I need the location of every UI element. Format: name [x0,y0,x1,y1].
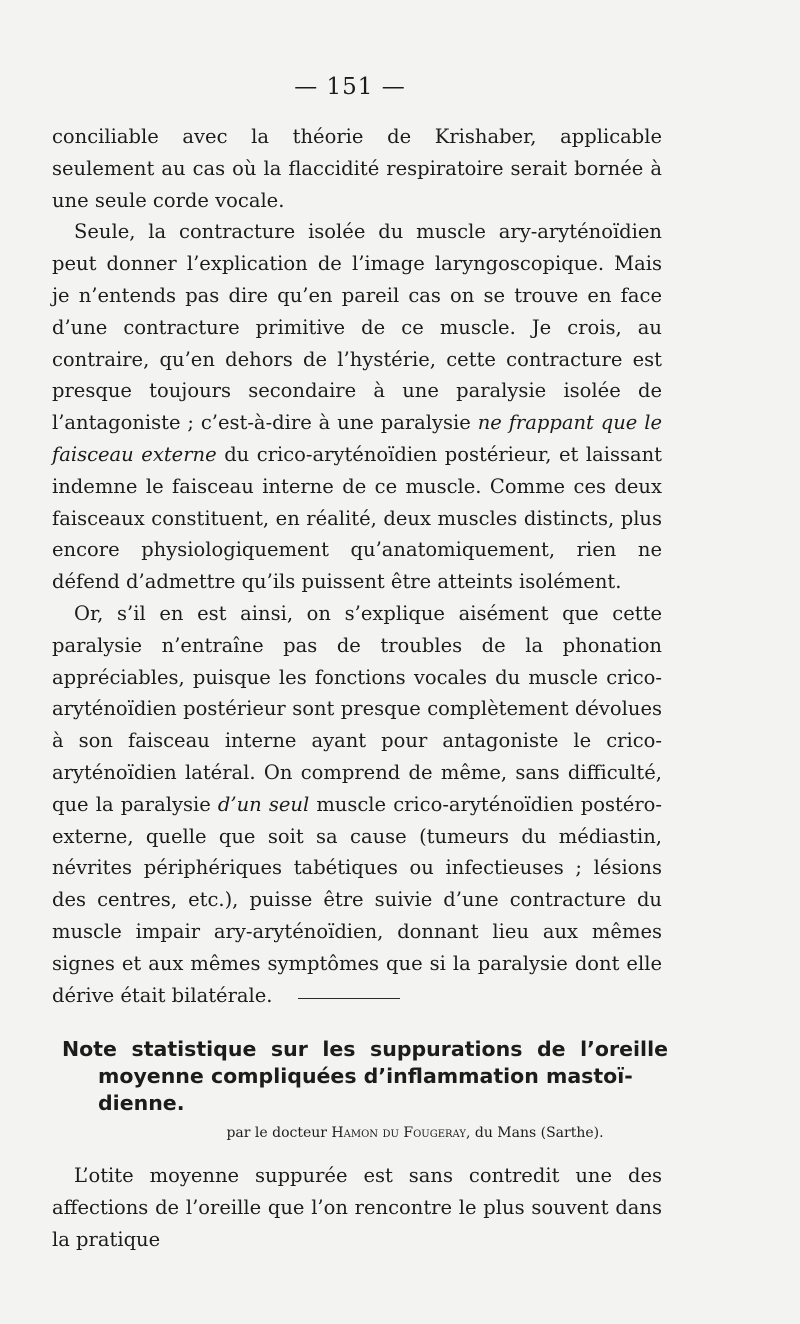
paragraph-continuation: conciliable avec la théorie de Krishaber, applicable seulement au cas où la flaccidité respiratoire serait bornée à une seule corde vocale. [52,125,662,212]
paragraph-contracture [52,216,662,598]
page-number: — 151 — [294,74,406,100]
author-name: Hamon du Fougeray [331,1125,466,1141]
article-title [62,1036,668,1117]
body-text [52,121,662,1011]
byline-suffix: , du Mans (Sarthe). [465,1125,604,1141]
article-body [52,1160,662,1256]
title-line: dienne. [98,1091,185,1115]
paragraph-paralysis [52,598,662,1011]
paragraph-text: du crico-aryténoïdien postérieur, et laissant indemne le faisceau interne de ce muscle. Comme ces deux faisceaux constituent, en réalité, deux muscles distincts, plus encore physiologiquement qu’anatomiquement, rien ne défend d’admettre qu’ils puissent être atteints isolément. [52,442,663,594]
italic-phrase: ne frappant que le faisceau externe [52,411,663,466]
paragraph-otitis: L’otite moyenne suppurée est sans contredit une des affections de l’oreille que l’on rencontre le plus souvent dans la pratique [52,1164,662,1251]
section-divider [298,998,400,999]
paragraph-text: Seule, la contracture isolée du muscle ary-aryténoïdien peut donner l’explication de l’image laryngoscopique. Mais je n’entends pas dire qu’en pareil cas on se trouve en face d’une contracture primitive de ce muscle. Je crois, au contraire, qu’en dehors de l’hystérie, cette contracture est presque toujours secondaire à une paralysie isolée de l’antagoniste ; c’est-à-dire à une paralysie [52,220,662,435]
title-line: moyenne compliquées d’inflammation mastoï- [98,1064,633,1088]
title-line: Note statistique sur les suppurations de l’oreille [62,1037,668,1061]
paragraph-text: muscle crico-aryténoïdien postéro-externe, quelle que soit sa cause (tumeurs du médiastin, névrites périphériques tabétiques ou infectieuses ; lésions des centres, etc.), puisse être suivie d’une contracture du muscle impair ary-aryténoïdien, donnant lieu aux mêmes signes et aux mêmes symptômes que si la paralysie dont elle dérive était bilatérale. [52,792,662,1007]
italic-phrase: d’un seul [217,792,310,816]
author-byline [0,1125,800,1141]
byline-prefix: par le docteur [226,1125,327,1141]
paragraph-text: Or, s’il en est ainsi, on s’explique aisément que cette paralysie n’entraîne pas de troubles de la phonation appréciables, puisque les fonctions vocales du muscle crico-aryténoïdien postérieur sont presque complètement dévolues à son faisceau interne ayant pour antagoniste le crico-aryténoïdien latéral. On comprend de même, sans difficulté, que la paralysie [52,601,662,816]
